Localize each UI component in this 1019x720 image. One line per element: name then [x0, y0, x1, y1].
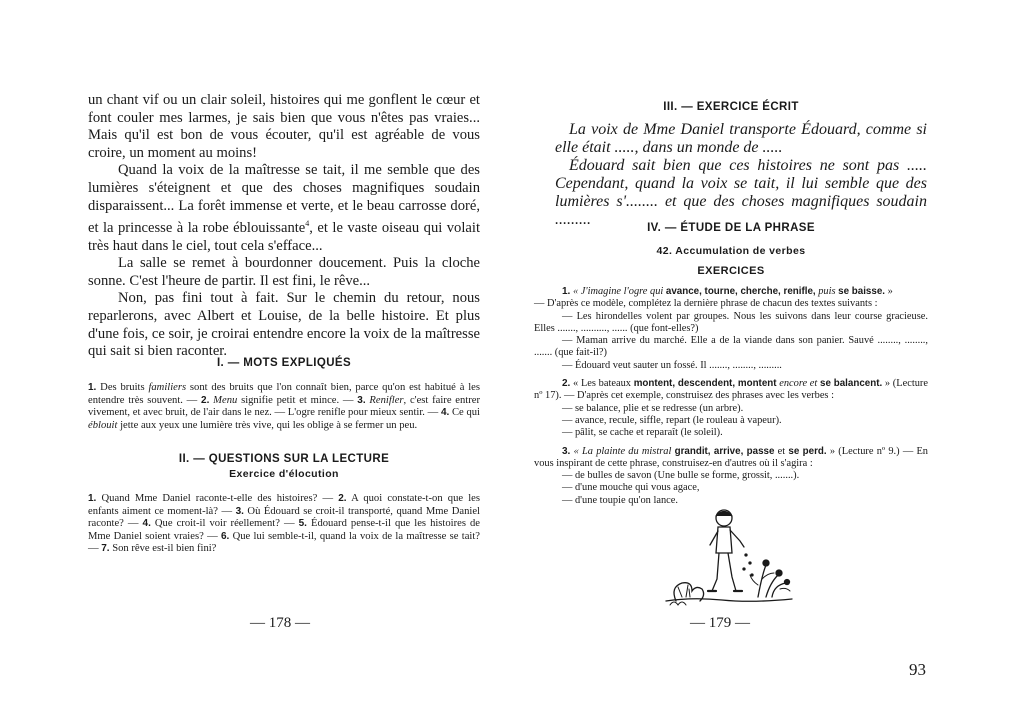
exercise-1-instruction: — D'après ce modèle, complétez la dernière phrase de chacun des textes suivants :: [534, 298, 878, 310]
lesson-subtitle: 42. Accumulation de verbes: [656, 245, 806, 257]
story-paragraph-4: Non, pas fini tout à fait. Sur le chemin du retour, nous reparlerons, avec Albert et Louise, de la belle histoire. Et plus d'une fois, ce soir, je croirai entendre encore la voix de la maîtresse qui sait si bien raconter.: [88, 290, 480, 360]
exercise-2-model: 2. « Les bateaux montent, descendent, montent encore et se balancent. » (Lecture nº 17). — D'après cet exemple, construisez des phrases avec les verbes :: [534, 378, 928, 402]
page-number-left: — 178 —: [250, 615, 310, 631]
exercice-ecrit-line-2: Édouard sait bien que ces histoires ne sont pas ..... Cependant, quand la voix se tait, il lui semble que des lumières s'........ et que des choses magnifiques soudain .........: [555, 157, 927, 228]
exercises-list: [534, 286, 928, 507]
story-paragraph-1: un chant vif ou un clair soleil, histoires qui me gonflent le cœur et font couler mes larmes, je sais bien que vous n'êtes pas vraies... Mais qu'il est bon de vous écouter, qu'il est agréable de vous croire, un moment au moins!: [88, 92, 480, 161]
exercice-ecrit-line-1: La voix de Mme Daniel transporte Édouard, comme si elle était ....., dans un monde de .....: [555, 121, 927, 156]
questions-text: [88, 493, 480, 556]
child-illustration: [662, 505, 802, 610]
questions-paragraph: 1. Quand Mme Daniel raconte-t-elle des histoires? — 2. A quoi constate-t-on que les enfants aiment ce moment-là? — 3. Où Édouard se croit-il transporté, quand Mme Daniel raconte? — 4. Que croit-il voir réellement? — 5. Édouard pense-t-il que les histoires de Mme Daniel soient vraies? — 6. Que lui semble-t-il, quand la voix de la maîtresse se tait? — 7. Son rêve est-il bien fini?: [88, 493, 480, 555]
page-number-right: — 179 —: [690, 615, 750, 631]
story-paragraph-2: Quand la voix de la maîtresse se tait, il me semble que des lumières s'éteignent et que des choses magnifiques soudain disparaissent... La forêt immense et verte, et le beau carrosse doré, et la princesse à la robe éblouissante$^4$, et le vaste oiseau qui volait très haut dans le ciel, tout cela s'efface...: [88, 162, 480, 254]
section-exercice-ecrit-title: III. — EXERCICE ÉCRIT: [663, 101, 799, 113]
mots-expliques-text: [88, 382, 480, 432]
section-etude-phrase-title: IV. — ÉTUDE DE LA PHRASE: [647, 222, 815, 234]
exercise-1-item-1: — Les hirondelles volent par groupes. Nous les suivons dans leur course gracieuse. Elles ......., .........., ...... (que font-elles?): [534, 310, 928, 334]
folio-number: 93: [909, 660, 926, 679]
mots-expliques-paragraph: 1. Des bruits familiers sont des bruits que l'on connaît bien, parce qu'on est habitué à les entendre très souvent. — 2. Menu signifie petit et mince. — 3. Renifler, c'est faire entrer vivement, et avec bruit, de l'air dans le nez. — L'ogre renifle pour mieux sentir. — 4. Ce qui éblouit jette aux yeux une lumière très vive, qui les oblige à se fermer un peu.: [88, 382, 480, 431]
exercises-title: EXERCICES: [697, 265, 765, 277]
exercise-2-item-1: — se balance, plie et se redresse (un arbre).: [562, 402, 744, 414]
left-page: [0, 0, 509, 720]
exercice-ecrit-text: [555, 121, 927, 229]
section-questions-subtitle: Exercice d'élocution: [229, 468, 339, 480]
story-text: [88, 92, 480, 361]
section-mots-expliques-title: I. — MOTS EXPLIQUÉS: [216, 357, 352, 369]
section-questions-title: II. — QUESTIONS SUR LA LECTURE: [178, 453, 390, 465]
exercise-3-model: 3. « La plainte du mistral grandit, arrive, passe et se perd. » (Lecture nº 9.) — En vous inspirant de cette phrase, construisez-en d'autres où il s'agira :: [534, 445, 928, 469]
exercise-2-item-2: — avance, recule, siffle, repart (le rouleau à vapeur).: [562, 414, 782, 426]
exercise-1-model: 1. « J'imagine l'ogre qui avance, tourne, cherche, renifle, puis se baisse. »: [562, 286, 893, 297]
exercise-1-item-2: — Maman arrive du marché. Elle a de la viande dans son panier. Sauvé ........, ........, ....... (que fait-il?): [534, 335, 928, 359]
exercise-3-item-2: — d'une mouche qui vous agace,: [562, 482, 700, 494]
exercise-3-item-3: — d'une toupie qu'on lance.: [562, 494, 678, 506]
exercise-1-item-3: — Édouard veut sauter un fossé. Il ......., ........, .........: [562, 359, 782, 371]
exercise-2-item-3: — pâlit, se cache et reparaît (le soleil).: [562, 427, 723, 439]
exercise-3-item-1: — de bulles de savon (Une bulle se forme, grossit, .......).: [562, 470, 800, 482]
story-paragraph-3: La salle se remet à bourdonner doucement. Puis la cloche sonne. C'est l'heure de partir. Il est fini, le rêve...: [88, 255, 480, 289]
